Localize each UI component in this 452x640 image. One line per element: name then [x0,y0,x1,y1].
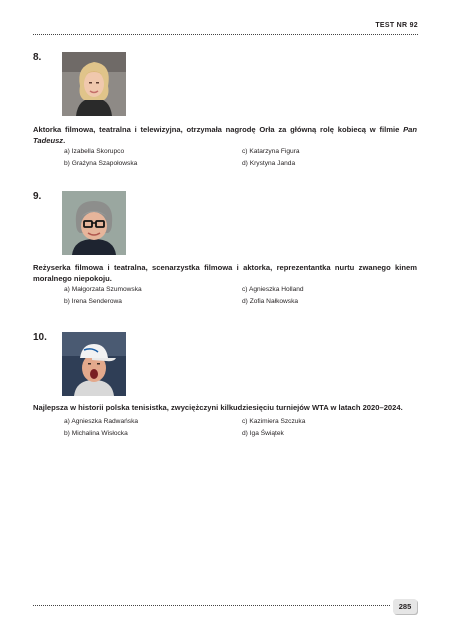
answer-option[interactable]: a) Izabella Skorupco [64,148,125,155]
film-title: Pan Tadeusz [33,125,417,145]
question-text: Najlepsza w historii polska tenisistka, zwyciężczyni kilkudziesięciu turniejów WTA w latach 2020–2024. [33,403,403,412]
portrait-tennis-player-cap-photo [62,332,126,396]
answer-option[interactable]: d) Iga Świątek [242,430,284,437]
question-number: 8. [33,52,42,63]
answer-option[interactable]: b) Grażyna Szapołowska [64,160,138,167]
question-number: 9. [33,191,42,202]
answer-option[interactable]: a) Małgorzata Szumowska [64,286,142,293]
answer-option[interactable]: b) Irena Senderowa [64,298,122,305]
answer-option[interactable]: c) Katarzyna Figura [242,148,300,155]
portrait-woman-glasses-photo [62,191,126,255]
question-text: Aktorka filmowa, teatralna i telewizyjna, otrzymała nagrodę Orła za główną rolę kobiecą w filmie Pan Tadeusz. [33,125,417,145]
footer-divider [33,605,390,606]
answer-option[interactable]: c) Kazimiera Szczuka [242,418,306,425]
answer-option[interactable]: d) Krystyna Janda [242,160,296,167]
answer-option[interactable]: b) Michalina Wisłocka [64,430,128,437]
test-label: TEST NR 92 [375,22,418,29]
answer-option[interactable]: c) Agnieszka Holland [242,286,304,293]
page-number: 285 [393,599,417,614]
portrait-blonde-woman-photo [62,52,126,116]
answer-option[interactable]: a) Agnieszka Radwańska [64,418,139,425]
question-number: 10. [33,332,47,343]
header-divider [33,34,418,35]
question-text: Reżyserka filmowa i teatralna, scenarzystka filmowa i aktorka, reprezentantka nurtu zwanego kinem moralnego niepokoju. [33,263,417,283]
answer-option[interactable]: d) Zofia Nałkowska [242,298,299,305]
